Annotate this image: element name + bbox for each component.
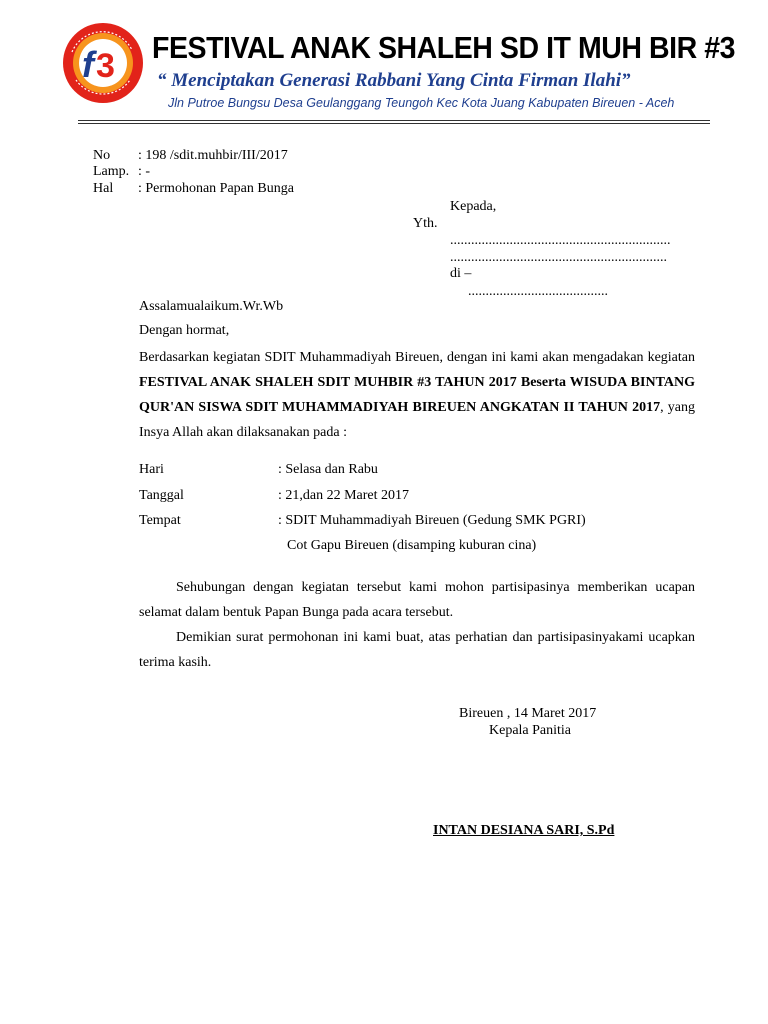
recipient-di: di –: [450, 266, 472, 281]
svg-text:3: 3: [96, 47, 115, 85]
signature-place-date: Bireuen , 14 Maret 2017: [459, 706, 597, 721]
meta-no-value: : 198 /sdit.muhbir/III/2017: [138, 148, 288, 163]
detail-hari-value: : Selasa dan Rabu: [278, 462, 378, 477]
greeting-hormat: Dengan hormat,: [139, 323, 230, 338]
recipient-line-3: ........................................: [468, 284, 608, 299]
meta-hal-value: : Permohonan Papan Bunga: [138, 181, 294, 196]
signature-name: INTAN DESIANA SARI, S.Pd: [433, 823, 615, 838]
recipient-kepada: Kepada,: [450, 199, 497, 214]
meta-no-label: No: [93, 148, 111, 163]
intro-paragraph: [139, 345, 695, 445]
closing-paragraph: Demikian surat permohonan ini kami buat, atas perhatian dan partisipasinyakami ucapkan terima kasih.: [139, 630, 695, 670]
event-name: FESTIVAL ANAK SHALEH SDIT MUHBIR #3 TAHUN 2017 Beserta WISUDA BINTANG QUR'AN SISWA SDIT MUHAMMADIYAH BIREUEN ANGKATAN II TAHUN 2017: [139, 375, 695, 415]
intro-text-end: , yang Insya Allah akan dilaksanakan pada :: [139, 400, 695, 440]
meta-hal-label: Hal: [93, 181, 114, 196]
detail-hari-label: Hari: [139, 462, 164, 477]
detail-tanggal-label: Tanggal: [139, 488, 184, 503]
detail-tempat-continued: Cot Gapu Bireuen (disamping kuburan cina): [287, 538, 537, 553]
recipient-line-1: ...............................................................: [450, 233, 671, 248]
meta-lamp-value: : -: [138, 164, 151, 179]
intro-text-start: Berdasarkan kegiatan SDIT Muhammadiyah Bireuen, dengan ini kami akan mengadakan kegiatan: [139, 350, 695, 365]
letterhead-motto: “ Menciptakan Generasi Rabbani Yang Cinta Firman Ilahi”: [157, 70, 631, 91]
letterhead-divider-top: [78, 120, 710, 121]
recipient-line-2: ..............................................................: [450, 250, 667, 265]
letterhead-title: FESTIVAL ANAK SHALEH SD IT MUH BIR #3: [152, 30, 736, 65]
signature-role: Kepala Panitia: [489, 723, 572, 738]
recipient-yth: Yth.: [413, 216, 438, 231]
svg-text:f: f: [82, 44, 94, 85]
detail-tempat-value: : SDIT Muhammadiyah Bireuen (Gedung SMK PGRI): [278, 513, 586, 528]
detail-tanggal-value: : 21,dan 22 Maret 2017: [278, 488, 410, 503]
request-paragraph: Sehubungan dengan kegiatan tersebut kami mohon partisipasinya memberikan ucapan selamat dalam bentuk Papan Bunga pada acara tersebut.: [139, 580, 695, 620]
letterhead-divider-bottom: [78, 123, 710, 124]
detail-tempat-label: Tempat: [139, 513, 181, 528]
greeting-salam: Assalamualaikum.Wr.Wb: [139, 299, 284, 314]
festival-logo: [62, 22, 144, 104]
letterhead-address: Jln Putroe Bungsu Desa Geulanggang Teungoh Kec Kota Juang Kabupaten Bireuen - Aceh: [168, 96, 675, 110]
meta-lamp-label: Lamp.: [93, 164, 130, 179]
